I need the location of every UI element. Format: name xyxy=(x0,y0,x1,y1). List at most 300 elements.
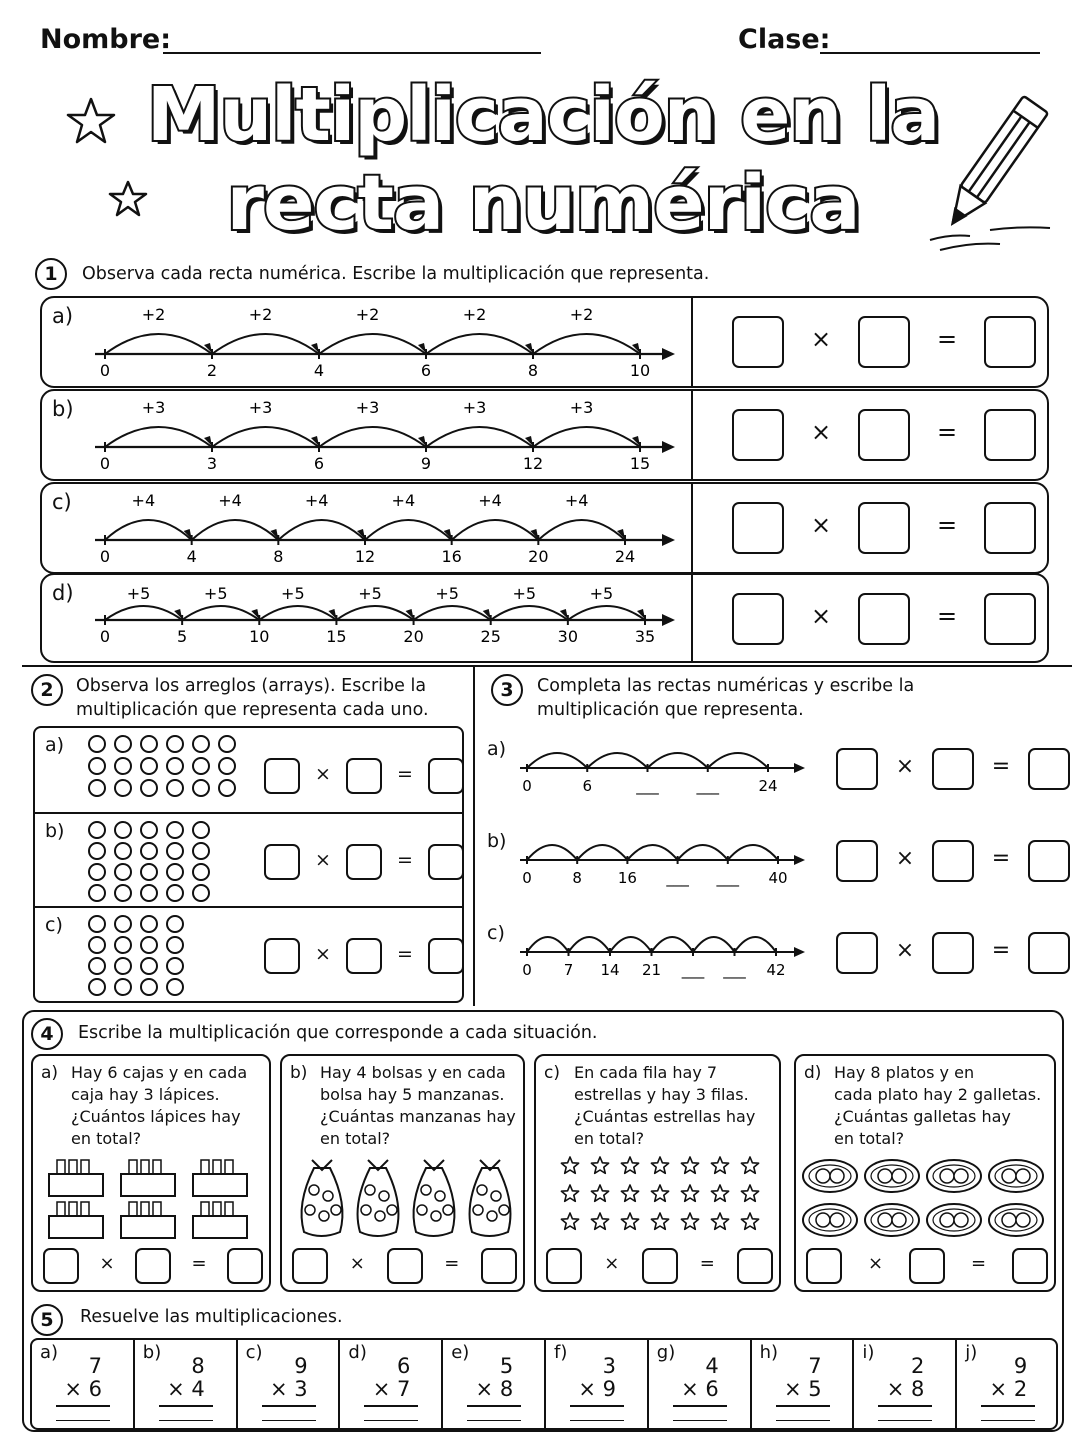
product-line xyxy=(776,1405,830,1407)
answer-box[interactable] xyxy=(909,1248,945,1284)
jump-arc xyxy=(105,334,212,354)
problem-text: Hay 4 bolsas y en cada xyxy=(320,1063,506,1082)
title-line-1: Multiplicación en la xyxy=(146,72,940,158)
dot-array xyxy=(84,732,254,826)
array-dot xyxy=(167,958,183,974)
array-dot xyxy=(167,780,183,796)
answer-box[interactable] xyxy=(732,593,784,645)
answer-box[interactable] xyxy=(346,758,382,794)
array-dot xyxy=(219,780,235,796)
jump-label: +4 xyxy=(131,491,156,510)
answer-box[interactable] xyxy=(264,938,300,974)
array-dot xyxy=(141,979,157,995)
section-3-instruction-line-1: Completa las rectas numéricas y escribe la xyxy=(537,676,915,696)
multiplier: × 7 xyxy=(372,1377,411,1401)
array-dot xyxy=(89,864,105,880)
jump-label: +2 xyxy=(355,305,380,324)
jump-arc xyxy=(577,845,627,860)
tick-label: ___ xyxy=(723,961,746,979)
jump-label: +4 xyxy=(391,491,416,510)
apple-bag-icon xyxy=(470,1160,511,1236)
tick-label: 6 xyxy=(582,777,593,795)
jump-label: +4 xyxy=(304,491,329,510)
row-label: a) xyxy=(45,734,65,756)
answer-line[interactable] xyxy=(364,1420,418,1421)
problem-text: en total? xyxy=(71,1129,142,1148)
pencil-box-icon xyxy=(49,1202,103,1238)
star-icon xyxy=(741,1185,758,1201)
tick-label: 3 xyxy=(206,454,218,473)
jump-arc xyxy=(212,427,319,447)
class-label: Clase: xyxy=(738,24,831,55)
section-2-instruction-line-2: multiplicación que representa cada uno. xyxy=(76,700,429,720)
tick-label: 30 xyxy=(557,627,579,646)
jump-label: +3 xyxy=(462,398,487,417)
star-icon xyxy=(711,1185,728,1201)
times-sign: × xyxy=(604,1253,620,1275)
tick-label: 16 xyxy=(617,869,637,887)
answer-box[interactable] xyxy=(858,409,910,461)
cookie-plate-icon xyxy=(927,1204,981,1236)
answer-box[interactable] xyxy=(836,932,878,974)
multiplicand: 2 xyxy=(911,1354,925,1378)
multiplier: × 4 xyxy=(167,1377,205,1401)
number-line xyxy=(512,922,812,982)
star-icon xyxy=(681,1157,698,1173)
jump-arc xyxy=(182,606,259,620)
star-icon xyxy=(561,1185,578,1201)
tick-label: 21 xyxy=(641,961,662,979)
problem-text: caja hay 3 lápices. xyxy=(71,1085,220,1104)
tick-label: ___ xyxy=(716,869,740,887)
answer-line[interactable] xyxy=(776,1420,830,1421)
array-dot xyxy=(219,736,235,752)
times-sign: × xyxy=(349,1253,365,1275)
star-icon xyxy=(561,1213,578,1229)
answer-box[interactable] xyxy=(428,844,464,880)
answer-line[interactable] xyxy=(159,1420,213,1421)
exercise-label: f) xyxy=(554,1342,568,1363)
class-field[interactable] xyxy=(820,52,1040,54)
jump-label: +2 xyxy=(462,305,487,324)
problem-label: c) xyxy=(544,1063,560,1083)
array-dot xyxy=(141,758,157,774)
star-icon xyxy=(741,1157,758,1173)
problem-illustration xyxy=(37,1154,267,1244)
jump-arc xyxy=(533,334,640,354)
equals-sign: = xyxy=(991,937,1011,963)
array-dot xyxy=(115,822,131,838)
answer-box[interactable] xyxy=(387,1248,423,1284)
jump-arc xyxy=(652,937,694,952)
times-sign: × xyxy=(315,762,331,785)
multiplicand: 5 xyxy=(499,1354,514,1378)
problem-text: ¿Cuántas manzanas hay xyxy=(320,1107,516,1126)
tick-label: 8 xyxy=(273,547,284,566)
equals-sign: = xyxy=(936,418,958,447)
jump-arc xyxy=(693,937,735,952)
cookie-plate-icon xyxy=(989,1160,1043,1192)
exercise-label: j) xyxy=(965,1342,978,1363)
times-sign: × xyxy=(895,845,915,871)
problem-text: estrellas y hay 3 filas. xyxy=(574,1085,749,1104)
jump-arc xyxy=(491,606,568,620)
multiplicand: 7 xyxy=(808,1354,822,1378)
times-sign: × xyxy=(315,848,331,871)
array-dot xyxy=(115,885,131,901)
answer-box[interactable] xyxy=(264,844,300,880)
answer-box[interactable] xyxy=(984,316,1036,368)
array-dot xyxy=(89,958,105,974)
row-label: a) xyxy=(487,738,507,760)
cookie-plate-icon xyxy=(927,1160,981,1192)
jump-arc xyxy=(627,845,677,860)
answer-line[interactable] xyxy=(570,1420,624,1421)
tick-label: 15 xyxy=(326,627,347,646)
jump-arc xyxy=(569,937,611,952)
tick-label: 2 xyxy=(206,361,218,380)
tick-label: 0 xyxy=(522,961,532,979)
problem-label: b) xyxy=(290,1063,308,1083)
multiplicand: 9 xyxy=(1013,1354,1028,1378)
section-4-instruction: Escribe la multiplicación que corresponde a cada situación. xyxy=(78,1023,598,1043)
tick-label: 10 xyxy=(249,627,270,646)
multiplicand: 9 xyxy=(294,1354,308,1378)
tick-label: 14 xyxy=(600,961,620,979)
jump-arc xyxy=(426,334,533,354)
array-dot xyxy=(193,864,209,880)
array-dot xyxy=(141,736,157,752)
row-label: b) xyxy=(52,397,74,421)
tick-label: 6 xyxy=(313,454,325,473)
cookie-plate-icon xyxy=(865,1160,919,1192)
answer-box[interactable] xyxy=(732,409,784,461)
array-dot xyxy=(193,758,209,774)
pencil-box-icon xyxy=(193,1202,247,1238)
cookie-plate-icon xyxy=(989,1204,1043,1236)
array-dot xyxy=(141,937,157,953)
tick-label: ___ xyxy=(666,869,689,887)
times-sign: × xyxy=(895,937,915,963)
array-dot xyxy=(167,864,183,880)
equals-sign: = xyxy=(397,942,413,965)
jump-label: +2 xyxy=(141,305,166,324)
array-dot xyxy=(115,916,131,932)
answer-box[interactable] xyxy=(858,502,910,554)
problem-illustration xyxy=(286,1154,521,1244)
jump-arc xyxy=(533,427,640,447)
exercise-label: h) xyxy=(759,1342,779,1363)
answer-box[interactable] xyxy=(346,938,382,974)
array-dot xyxy=(89,843,105,859)
star-icon xyxy=(621,1185,638,1201)
answer-box[interactable] xyxy=(481,1248,517,1284)
jump-label: +5 xyxy=(435,584,459,603)
answer-box[interactable] xyxy=(836,840,878,882)
jump-arc xyxy=(527,937,569,952)
tick-label: 42 xyxy=(766,961,786,979)
number-line xyxy=(512,830,812,890)
jump-arc xyxy=(678,845,728,860)
jump-arc xyxy=(319,427,426,447)
answer-box[interactable] xyxy=(292,1248,328,1284)
answer-box[interactable] xyxy=(984,409,1036,461)
answer-line[interactable] xyxy=(56,1420,110,1421)
multiplier: × 5 xyxy=(783,1377,822,1401)
tick-label: 7 xyxy=(563,961,574,979)
tick-label: ___ xyxy=(696,777,719,795)
section-2-instruction-line-1: Observa los arreglos (arrays). Escribe la xyxy=(76,676,427,696)
star-icon xyxy=(591,1157,608,1173)
multiplicand: 7 xyxy=(88,1354,102,1378)
multiplicand: 8 xyxy=(191,1354,205,1378)
section-number: 4 xyxy=(31,1018,63,1050)
tick-label: 40 xyxy=(768,869,788,887)
exercise-label: a) xyxy=(40,1342,59,1363)
times-sign: × xyxy=(810,418,832,447)
answer-box[interactable] xyxy=(932,932,974,974)
product-line xyxy=(364,1405,418,1407)
answer-line[interactable] xyxy=(878,1420,932,1421)
jump-label: +5 xyxy=(203,584,228,603)
times-sign: × xyxy=(810,602,832,631)
answer-box[interactable] xyxy=(836,748,878,790)
equals-sign: = xyxy=(936,325,958,354)
answer-box[interactable] xyxy=(932,840,974,882)
row-label: b) xyxy=(45,820,65,842)
times-sign: × xyxy=(315,942,331,965)
array-dot xyxy=(89,736,105,752)
product-line xyxy=(56,1405,110,1407)
pencil-box-icon xyxy=(121,1202,175,1238)
answer-box[interactable] xyxy=(858,593,910,645)
exercise-label: g) xyxy=(656,1342,676,1363)
apple-bag-icon xyxy=(302,1160,343,1236)
section-5-instruction: Resuelve las multiplicaciones. xyxy=(80,1307,343,1327)
equals-sign: = xyxy=(970,1253,987,1275)
answer-box[interactable] xyxy=(135,1248,171,1284)
star-icon xyxy=(741,1213,758,1229)
apple-bag-icon xyxy=(358,1160,399,1236)
answer-box[interactable] xyxy=(1028,840,1070,882)
tick-label: 0 xyxy=(522,777,532,795)
section-number: 3 xyxy=(491,674,523,706)
exercise-label: b) xyxy=(142,1342,162,1363)
equals-sign: = xyxy=(444,1253,460,1275)
tick-label: 35 xyxy=(634,627,656,646)
product-line xyxy=(467,1405,521,1407)
tick-label: 10 xyxy=(629,361,651,380)
multiplier: × 6 xyxy=(64,1377,102,1401)
array-dot xyxy=(193,822,209,838)
jump-arc xyxy=(105,606,182,620)
jump-arc xyxy=(319,334,426,354)
jump-label: +5 xyxy=(358,584,382,603)
tick-label: 25 xyxy=(480,627,501,646)
title-line-2: recta numérica xyxy=(226,158,860,247)
array-dot xyxy=(115,864,131,880)
array-dot xyxy=(89,916,105,932)
problem-text: ¿Cuántos lápices hay xyxy=(71,1107,241,1126)
tick-label: 0 xyxy=(99,547,111,566)
times-sign: × xyxy=(810,325,832,354)
array-dot xyxy=(167,916,183,932)
cookie-plate-icon xyxy=(803,1160,857,1192)
answer-box[interactable] xyxy=(984,593,1036,645)
jump-arc xyxy=(426,427,533,447)
multiplicand: 6 xyxy=(397,1354,411,1378)
product-line xyxy=(159,1405,213,1407)
equals-sign: = xyxy=(991,845,1011,871)
star-icon xyxy=(561,1157,578,1173)
answer-box[interactable] xyxy=(1028,932,1070,974)
number-line xyxy=(90,296,690,388)
product-line xyxy=(878,1405,932,1407)
problem-text: ¿Cuántas galletas hay xyxy=(834,1107,1011,1126)
answer-box[interactable] xyxy=(984,502,1036,554)
answer-box[interactable] xyxy=(346,844,382,880)
apple-bag-icon xyxy=(414,1160,455,1236)
array-dot xyxy=(167,822,183,838)
array-dot xyxy=(115,937,131,953)
product-line xyxy=(570,1405,624,1407)
times-sign: × xyxy=(867,1253,884,1275)
section-1-instruction: Observa cada recta numérica. Escribe la multiplicación que representa. xyxy=(82,264,710,284)
star-icon xyxy=(681,1185,698,1201)
answer-box[interactable] xyxy=(1028,748,1070,790)
number-line xyxy=(90,482,690,574)
tick-label: 0 xyxy=(522,869,532,887)
cookie-plate-icon xyxy=(865,1204,919,1236)
tick-label: 15 xyxy=(629,454,651,473)
name-label: Nombre: xyxy=(40,24,172,55)
jump-arc xyxy=(527,753,587,768)
row-label: c) xyxy=(52,490,72,514)
answer-line[interactable] xyxy=(262,1420,316,1421)
problem-text: en total? xyxy=(834,1129,905,1148)
exercise-label: d) xyxy=(348,1342,367,1363)
problem-text: bolsa hay 5 manzanas. xyxy=(320,1085,505,1104)
array-dot xyxy=(141,780,157,796)
answer-box[interactable] xyxy=(732,316,784,368)
array-dot xyxy=(141,885,157,901)
multiplier: × 6 xyxy=(681,1377,719,1401)
star-icon xyxy=(711,1213,728,1229)
problem-illustration xyxy=(540,1154,777,1244)
dot-array xyxy=(84,912,254,1006)
tick-label: 20 xyxy=(528,547,549,566)
answer-line[interactable] xyxy=(467,1420,521,1421)
answer-box[interactable] xyxy=(932,748,974,790)
section-number: 2 xyxy=(31,674,63,706)
dot-array xyxy=(84,818,254,912)
array-dot xyxy=(115,958,131,974)
star-icon xyxy=(621,1213,638,1229)
equals-sign: = xyxy=(397,848,413,871)
exercise-label: c) xyxy=(245,1342,263,1363)
answer-box[interactable] xyxy=(428,938,464,974)
star-icon xyxy=(108,180,148,218)
answer-box[interactable] xyxy=(732,502,784,554)
tick-label: 12 xyxy=(354,547,376,566)
array-dot xyxy=(167,885,183,901)
answer-box[interactable] xyxy=(43,1248,79,1284)
tick-label: 0 xyxy=(99,361,111,380)
multiplier: × 3 xyxy=(269,1377,308,1401)
jump-label: +2 xyxy=(569,305,594,324)
row-label: c) xyxy=(45,914,63,936)
times-sign: × xyxy=(895,753,915,779)
tick-label: 8 xyxy=(527,361,539,380)
answer-box[interactable] xyxy=(642,1248,678,1284)
jump-label: +3 xyxy=(355,398,380,417)
jump-arc xyxy=(414,606,491,620)
array-dot xyxy=(193,885,209,901)
answer-box[interactable] xyxy=(264,758,300,794)
name-field[interactable] xyxy=(163,52,541,54)
jump-label: +5 xyxy=(512,584,537,603)
star-icon xyxy=(711,1157,728,1173)
array-dot xyxy=(115,736,131,752)
array-dot xyxy=(89,885,105,901)
pencil-icon xyxy=(920,80,1060,260)
exercise-label: e) xyxy=(451,1342,470,1363)
answer-box[interactable] xyxy=(546,1248,582,1284)
answer-line[interactable] xyxy=(981,1420,1035,1421)
tick-label: 9 xyxy=(420,454,432,473)
problem-text: En cada fila hay 7 xyxy=(574,1063,718,1082)
number-line xyxy=(512,738,812,798)
array-dot xyxy=(89,979,105,995)
multiplicand: 4 xyxy=(705,1354,719,1378)
jump-arc xyxy=(212,334,319,354)
pencil-box-icon xyxy=(193,1160,247,1196)
problem-text: Hay 6 cajas y en cada xyxy=(71,1063,248,1082)
array-dot xyxy=(167,979,183,995)
answer-box[interactable] xyxy=(806,1248,842,1284)
answer-box[interactable] xyxy=(428,758,464,794)
tick-label: 4 xyxy=(313,361,325,380)
array-dot xyxy=(141,864,157,880)
answer-box[interactable] xyxy=(858,316,910,368)
multiplier: × 8 xyxy=(475,1377,514,1401)
number-line xyxy=(90,573,690,663)
answer-box[interactable] xyxy=(737,1248,773,1284)
star-icon xyxy=(651,1157,668,1173)
product-line xyxy=(673,1405,727,1407)
array-dot xyxy=(115,780,131,796)
answer-box[interactable] xyxy=(1012,1248,1048,1284)
problem-text: ¿Cuántas estrellas hay xyxy=(574,1107,756,1126)
jump-arc xyxy=(538,520,625,540)
array-dot xyxy=(167,843,183,859)
jump-label: +3 xyxy=(569,398,594,417)
array-dot xyxy=(141,822,157,838)
equals-sign: = xyxy=(936,602,958,631)
array-dot xyxy=(115,758,131,774)
tick-label: ___ xyxy=(681,961,705,979)
jump-arc xyxy=(192,520,279,540)
jump-arc xyxy=(527,845,577,860)
tick-label: 24 xyxy=(614,547,636,566)
jump-label: +3 xyxy=(141,398,166,417)
jump-label: +2 xyxy=(248,305,273,324)
section-3-instruction-line-2: multiplicación que representa. xyxy=(537,700,804,720)
multiplier: × 2 xyxy=(989,1377,1028,1401)
answer-box[interactable] xyxy=(227,1248,263,1284)
array-dot xyxy=(141,843,157,859)
answer-line[interactable] xyxy=(673,1420,727,1421)
